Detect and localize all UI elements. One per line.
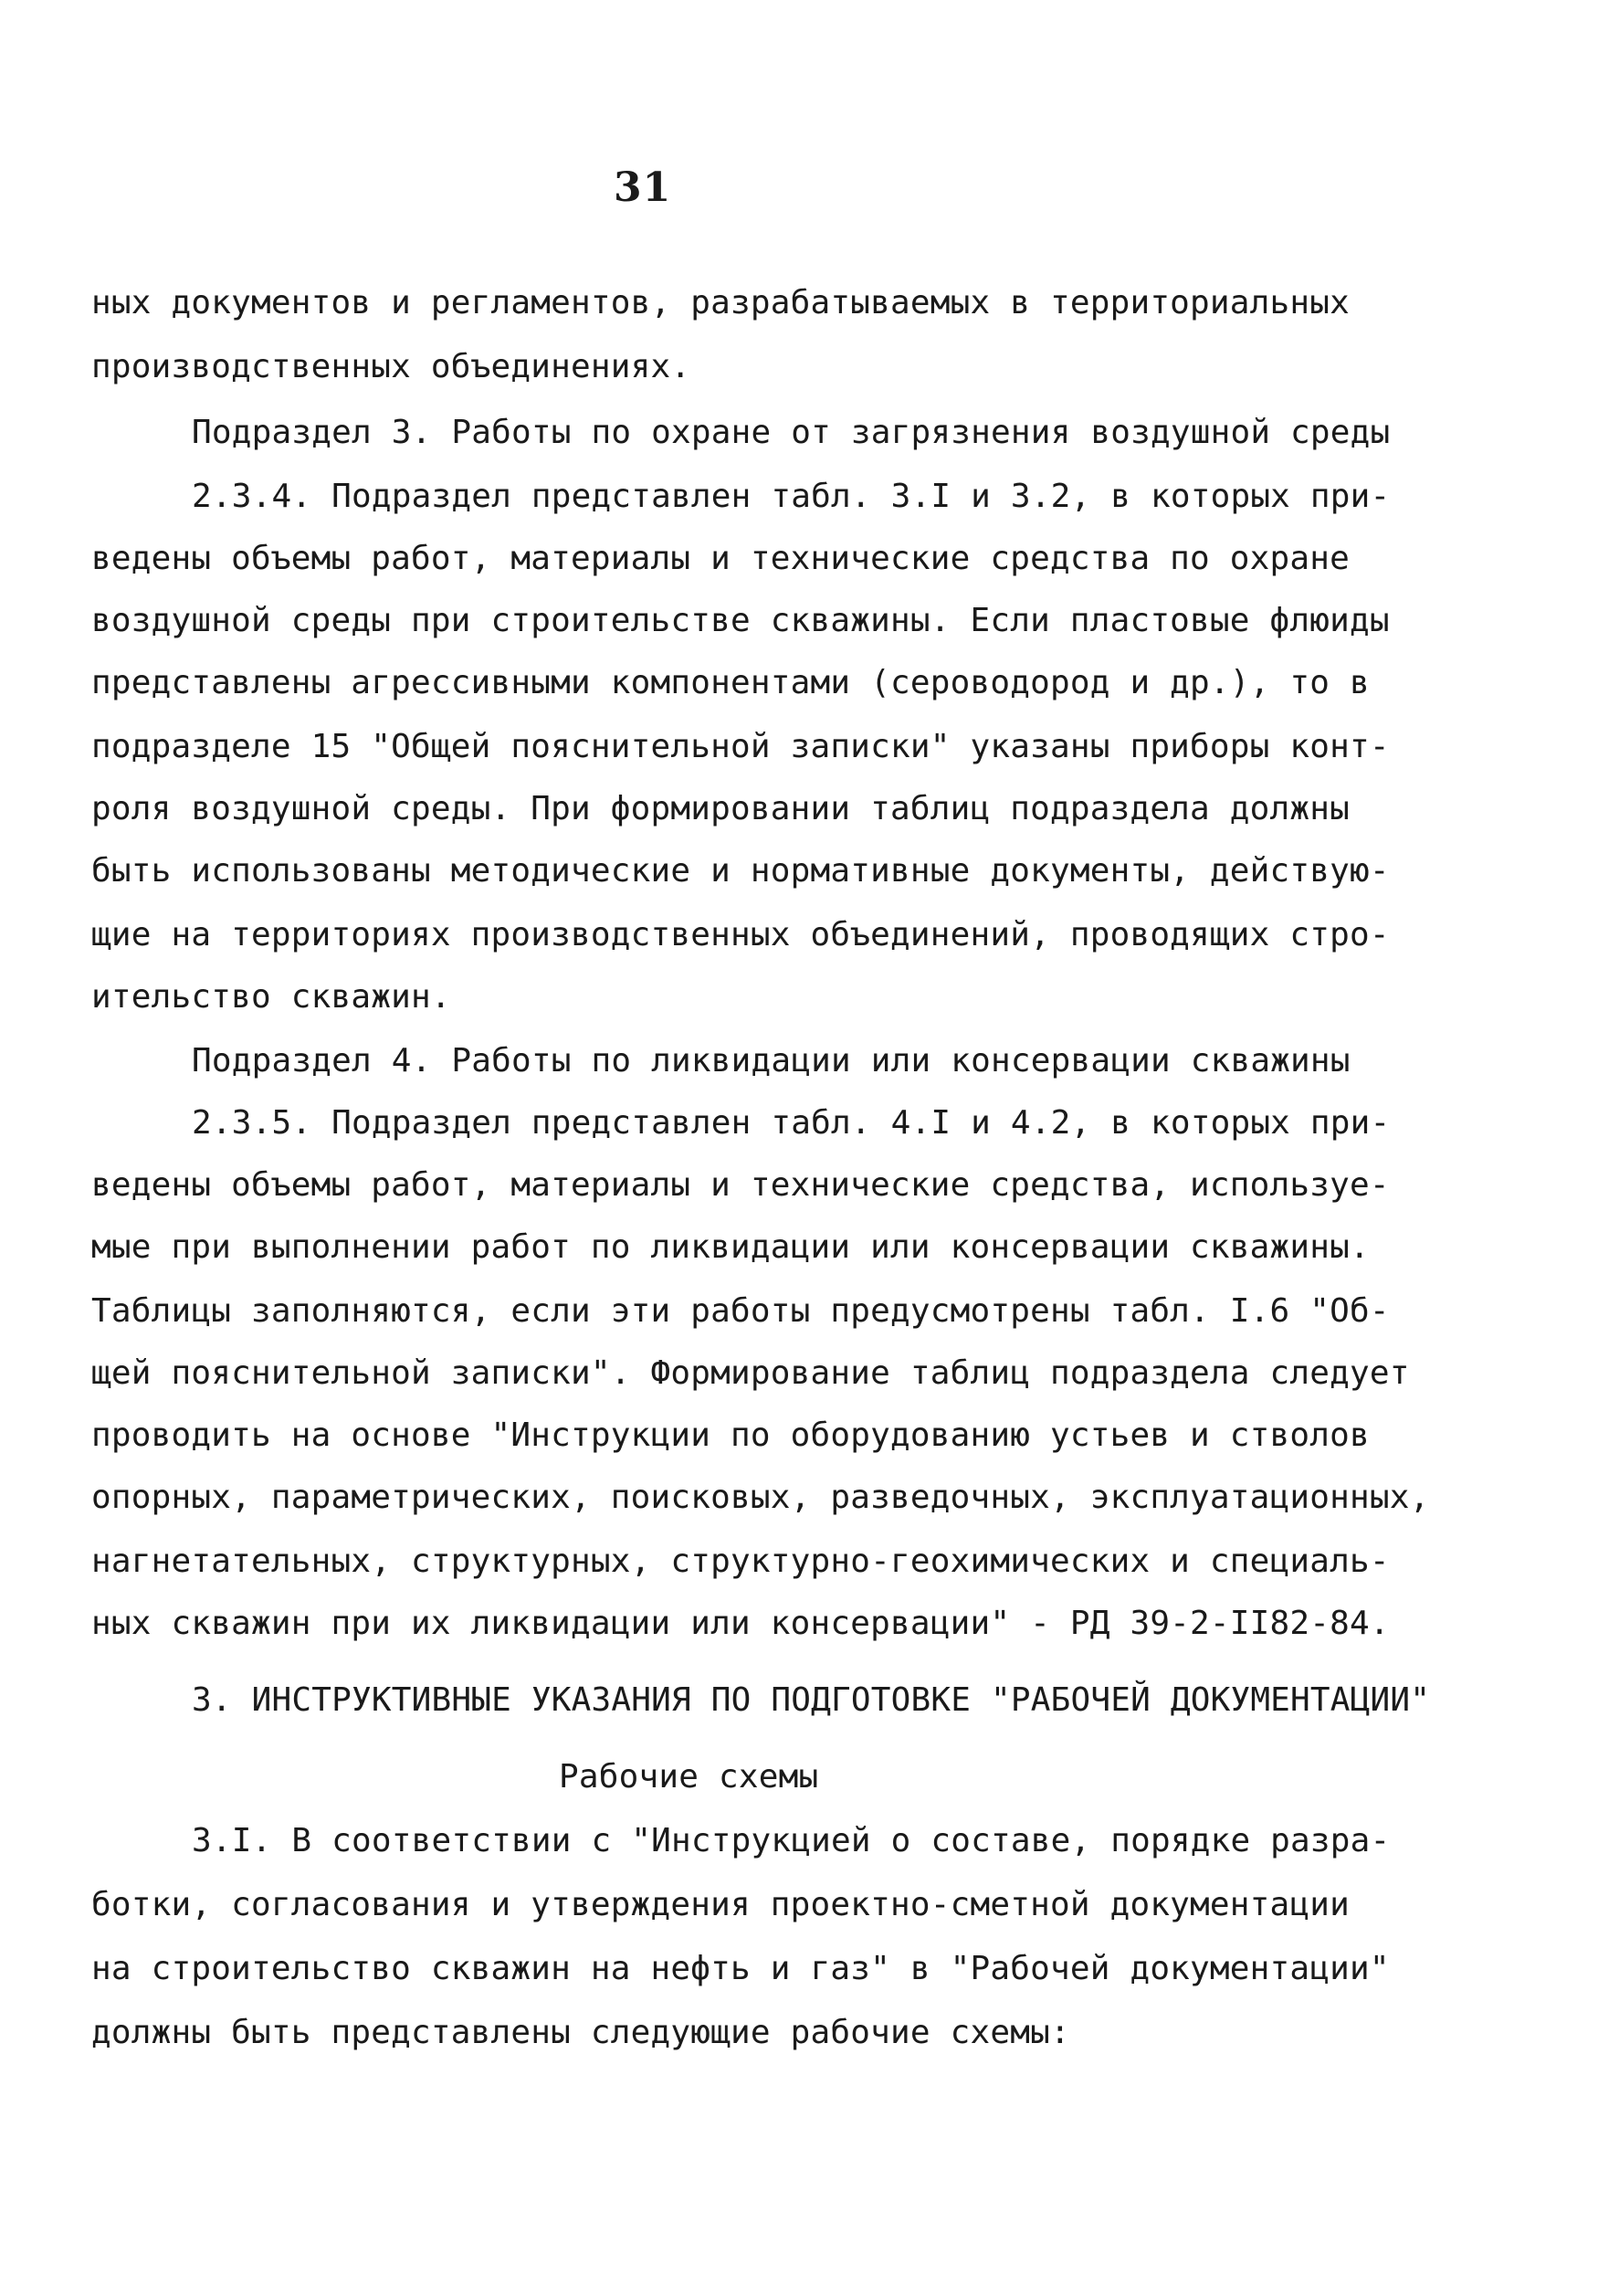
- text-line: представлены агрессивными компонентами (сероводород и др.), то в: [91, 664, 1370, 701]
- text-line: роля воздушной среды. При формировании таблиц подраздела должны: [91, 790, 1351, 827]
- text-line: 3.I. В соответствии с "Инструкцией о составе, порядке разра-: [192, 1822, 1391, 1859]
- text-line: щей пояснительной записки". Формирование таблиц подраздела следует: [91, 1354, 1410, 1392]
- text-line: ных скважин при их ликвидации или консервации" - РД 39-2-II82-84.: [91, 1605, 1390, 1642]
- text-line: ведены объемы работ, материалы и технические средства, используе-: [91, 1166, 1390, 1204]
- section-heading: 3. ИНСТРУКТИВНЫЕ УКАЗАНИЯ ПО ПОДГОТОВКЕ "РАБОЧЕЙ ДОКУМЕНТАЦИИ": [192, 1681, 1431, 1719]
- text-line: опорных, параметрических, поисковых, разведочных, эксплуатационных,: [91, 1479, 1430, 1516]
- text-line: щие на территориях производственных объединений, проводящих стро-: [91, 916, 1390, 953]
- text-line: 2.3.5. Подраздел представлен табл. 4.I и 4.2, в которых при-: [192, 1104, 1391, 1142]
- text-line: ительство скважин.: [91, 978, 451, 1016]
- text-line: проводить на основе "Инструкции по оборудованию устьев и стволов: [91, 1417, 1370, 1454]
- subsection-title: Подраздел 4. Работы по ликвидации или консервации скважины: [192, 1042, 1351, 1080]
- text-line: ведены объемы работ, материалы и технические средства по охране: [91, 540, 1351, 577]
- text-line: ботки, согласования и утверждения проектно-сметной документации: [91, 1886, 1351, 1923]
- text-line: 2.3.4. Подраздел представлен табл. 3.I и 3.2, в которых при-: [192, 478, 1391, 515]
- text-line: производственных объединениях.: [91, 348, 691, 385]
- subsection-heading: Рабочие схемы: [559, 1758, 819, 1796]
- text-line: должны быть представлены следующие рабочие схемы:: [91, 2014, 1070, 2051]
- text-line: Таблицы заполняются, если эти работы предусмотрены табл. I.6 "Об-: [91, 1292, 1390, 1330]
- text-line: мые при выполнении работ по ликвидации или консервации скважины.: [91, 1228, 1370, 1266]
- text-line: на строительство скважин на нефть и газ" в "Рабочей документации": [91, 1950, 1390, 1987]
- text-line: ных документов и регламентов, разрабатываемых в территориальных: [91, 284, 1351, 321]
- subsection-title: Подраздел 3. Работы по охране от загрязнения воздушной среды: [192, 414, 1391, 451]
- text-line: нагнетательных, структурных, структурно-геохимических и специаль-: [91, 1543, 1390, 1580]
- text-line: быть использованы методические и нормативные документы, действую-: [91, 852, 1390, 890]
- page-number: 31: [614, 164, 672, 211]
- text-line: подразделе 15 "Общей пояснительной записки" указаны приборы конт-: [91, 728, 1390, 765]
- text-line: воздушной среды при строительстве скважины. Если пластовые флюиды: [91, 602, 1390, 639]
